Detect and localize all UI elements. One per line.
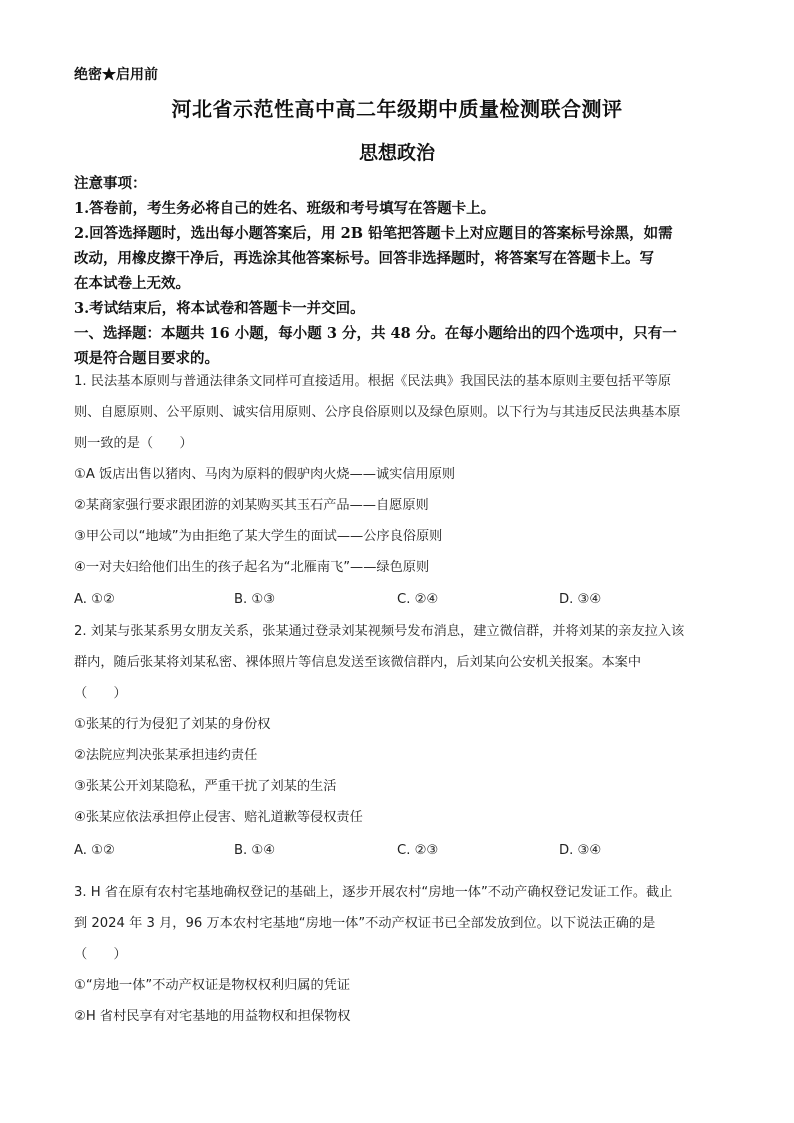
statement-item: ④张某应依法承担停止侵害、赔礼道歉等侵权责任 bbox=[74, 810, 363, 825]
question-2-options bbox=[74, 843, 720, 867]
option-d: D. ③④ bbox=[559, 592, 602, 607]
statement-item: ①张某的行为侵犯了刘某的身份权 bbox=[74, 717, 271, 732]
statement-item: ②法院应判决张某承担违约责任 bbox=[74, 748, 258, 763]
option-c: C. ②③ bbox=[397, 843, 439, 858]
question-3 bbox=[74, 877, 720, 1032]
question-stem-line: （ ） bbox=[74, 947, 127, 962]
statement-item: ③甲公司以“地域”为由拒绝了某大学生的面试——公序良俗原则 bbox=[74, 529, 443, 544]
option-b: B. ①③ bbox=[234, 592, 276, 607]
confidential-label: 绝密★启用前 bbox=[74, 67, 158, 83]
option-d: D. ③④ bbox=[559, 843, 602, 858]
notes-heading: 注意事项： bbox=[74, 175, 147, 192]
exam-title: 河北省示范性高中高二年级期中质量检测联合测评 bbox=[171, 97, 623, 121]
question-2 bbox=[74, 616, 720, 833]
statement-item: ①A 饭店出售以猪肉、马肉为原料的假驴肉火烧——诚实信用原则 bbox=[74, 467, 456, 482]
option-a: A. ①② bbox=[74, 592, 115, 607]
note-item-3: 3.考试结束后，将本试卷和答题卡一并交回。 bbox=[74, 300, 365, 317]
statement-item: ②某商家强行要求跟团游的刘某购买其玉石产品——自愿原则 bbox=[74, 498, 429, 513]
statement-item: ①“房地一体”不动产权证是物权权利归属的凭证 bbox=[74, 978, 351, 993]
statement-item: ②H 省村民享有对宅基地的用益物权和担保物权 bbox=[74, 1009, 351, 1024]
question-stem-line: 1. 民法基本原则与普通法律条文同样可直接适用。根据《民法典》我国民法的基本原则主要包括平等原 bbox=[74, 374, 672, 389]
option-b: B. ①④ bbox=[234, 843, 276, 858]
question-stem-line: 3. H 省在原有农村宅基地确权登记的基础上，逐步开展农村“房地一体”不动产确权登记发证工作。截止 bbox=[74, 885, 673, 900]
section-heading-line-1: 一、选择题：本题共 16 小题，每小题 3 分，共 48 分。在每小题给出的四个选项中，只有一 bbox=[74, 325, 677, 342]
option-a: A. ①② bbox=[74, 843, 115, 858]
section-heading-line-2: 项是符合题目要求的。 bbox=[74, 350, 219, 367]
note-item-2-line-2: 改动，用橡皮擦干净后，再选涂其他答案标号。回答非选择题时，将答案写在答题卡上。写 bbox=[74, 250, 654, 267]
statement-item: ③张某公开刘某隐私，严重干扰了刘某的生活 bbox=[74, 779, 337, 794]
question-stem-line: 2. 刘某与张某系男女朋友关系，张某通过登录刘某视频号发布消息，建立微信群，并将刘某的亲友拉入该 bbox=[74, 624, 685, 639]
note-item-1: 1.答卷前，考生务必将自己的姓名、班级和考号填写在答题卡上。 bbox=[74, 200, 496, 217]
question-stem-line: 到 2024 年 3 月，96 万本农村宅基地“房地一体”不动产权证书已全部发放到位。以下说法正确的是 bbox=[74, 916, 656, 931]
option-c: C. ②④ bbox=[397, 592, 439, 607]
statement-item: ④一对夫妇给他们出生的孩子起名为“北雁南飞”——绿色原则 bbox=[74, 560, 430, 575]
notes-section bbox=[74, 171, 720, 371]
question-stem-line: 群内，随后张某将刘某私密、裸体照片等信息发送至该微信群内，后刘某向公安机关报案。本案中 bbox=[74, 655, 642, 670]
question-1-options bbox=[74, 592, 720, 616]
question-stem-line: 则、自愿原则、公平原则、诚实信用原则、公序良俗原则以及绿色原则。以下行为与其违反民法典基本原 bbox=[74, 405, 681, 420]
question-stem-line: （ ） bbox=[74, 686, 127, 701]
question-stem-line: 则一致的是（ ） bbox=[74, 436, 193, 451]
subject-title: 思想政治 bbox=[358, 142, 435, 164]
question-1 bbox=[74, 366, 720, 583]
note-item-2-line-1: 2.回答选择题时，选出每小题答案后，用 2B 铅笔把答题卡上对应题目的答案标号涂黑，如需 bbox=[74, 225, 673, 242]
note-item-2-line-3: 在本试卷上无效。 bbox=[74, 275, 190, 292]
